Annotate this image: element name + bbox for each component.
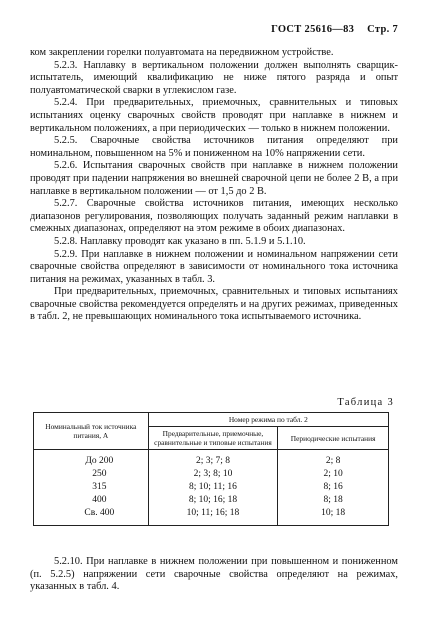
header-periodic-tests: Периодические испытания <box>278 427 389 450</box>
cell-periodic-modes: 8; 18 <box>278 494 389 507</box>
paragraph-5-2-9: 5.2.9. При наплавке в нижнем положении и номинальном напряжении сети сварочные свойства определяют в зависимости от номинального тока источника питания на режимах, указанных в табл. 3. <box>30 248 398 285</box>
cell-current: Св. 400 <box>34 507 149 526</box>
paragraph-5-2-7: 5.2.7. Сварочные свойства источников питания, имеющих несколько диапазонов регулирования, позволяющих получать заданный режим наплавки в смежных диапазонах, определяют на этом режиме в обоих диапазонах. <box>30 198 398 235</box>
paragraph-5-2-4: 5.2.4. При предварительных, приемочных, сравнительных и типовых испытаниях оценку сварочных свойств проводят при наплавке в нижнем и вертикальном положениях, а при периодических — только в нижнем положении. <box>30 97 398 134</box>
paragraph-5-2-6: 5.2.6. Испытания сварочных свойств при наплавке в нижнем положении проводят при падении напряжения во внешней сварочной цепи не более 2 В, а при наплавке в вертикальном положении — от 1,5 до 2 В. <box>30 160 398 197</box>
paragraph-additional-modes: При предварительных, приемочных, сравнительных и типовых испытаниях сварочные свойства рекомендуется определять и на других режимах, приведенных в табл. 2, не превышающих номинального тока испытываемого источника. <box>30 286 398 323</box>
cell-prelim-modes: 8; 10; 11; 16 <box>148 481 278 494</box>
cell-periodic-modes: 8; 16 <box>278 481 389 494</box>
cell-prelim-modes: 2; 3; 8; 10 <box>148 468 278 481</box>
table-caption: Таблица 3 <box>337 397 394 408</box>
table-row <box>34 481 389 494</box>
standard-number: ГОСТ 25616—83 <box>271 24 355 35</box>
paragraph-5-2-8: 5.2.8. Наплавку проводят как указано в пп. 5.1.9 и 5.1.10. <box>54 235 306 247</box>
paragraph-5-2-5: 5.2.5. Сварочные свойства источников питания определяют при номинальном, повышенном на 5% и пониженном на 10% напряжении сети. <box>30 135 398 159</box>
cell-periodic-modes: 2; 8 <box>278 450 389 469</box>
header-preliminary-tests: Предварительные, приемочные, сравнительные и типовые испытания <box>148 427 278 450</box>
table-row <box>34 494 389 507</box>
cell-current: До 200 <box>34 450 149 469</box>
cell-current: 250 <box>34 468 149 481</box>
table-row <box>34 468 389 481</box>
page-header <box>261 24 398 35</box>
header-mode-number: Номер режима по табл. 2 <box>148 413 388 427</box>
after-table-text <box>30 556 398 594</box>
paragraph: ком закреплении горелки полуавтомата на передвижном устройстве. <box>30 47 334 58</box>
cell-current: 400 <box>34 494 149 507</box>
cell-current: 315 <box>34 481 149 494</box>
header-nominal-current: Номинальный ток источника питания, А <box>34 413 149 450</box>
cell-periodic-modes: 2; 10 <box>278 468 389 481</box>
page-number: Стр. 7 <box>367 24 398 35</box>
table-row <box>34 507 389 526</box>
body-text <box>30 47 398 324</box>
table-3 <box>33 412 389 526</box>
table-row <box>34 450 389 469</box>
cell-prelim-modes: 2; 3; 7; 8 <box>148 450 278 469</box>
cell-periodic-modes: 10; 18 <box>278 507 389 526</box>
paragraph-5-2-3: 5.2.3. Наплавку в вертикальном положении должен выполнять сварщик-испытатель, имеющий квалификацию не ниже пятого разряда и опыт полуавтоматической сварки в углекислом газе. <box>30 59 398 96</box>
paragraph-5-2-10: 5.2.10. При наплавке в нижнем положении при повышенном и пониженном (п. 5.2.5) напряжении сети сварочные свойства определяют на режимах, указанных в табл. 4. <box>30 556 398 593</box>
cell-prelim-modes: 8; 10; 16; 18 <box>148 494 278 507</box>
cell-prelim-modes: 10; 11; 16; 18 <box>148 507 278 526</box>
